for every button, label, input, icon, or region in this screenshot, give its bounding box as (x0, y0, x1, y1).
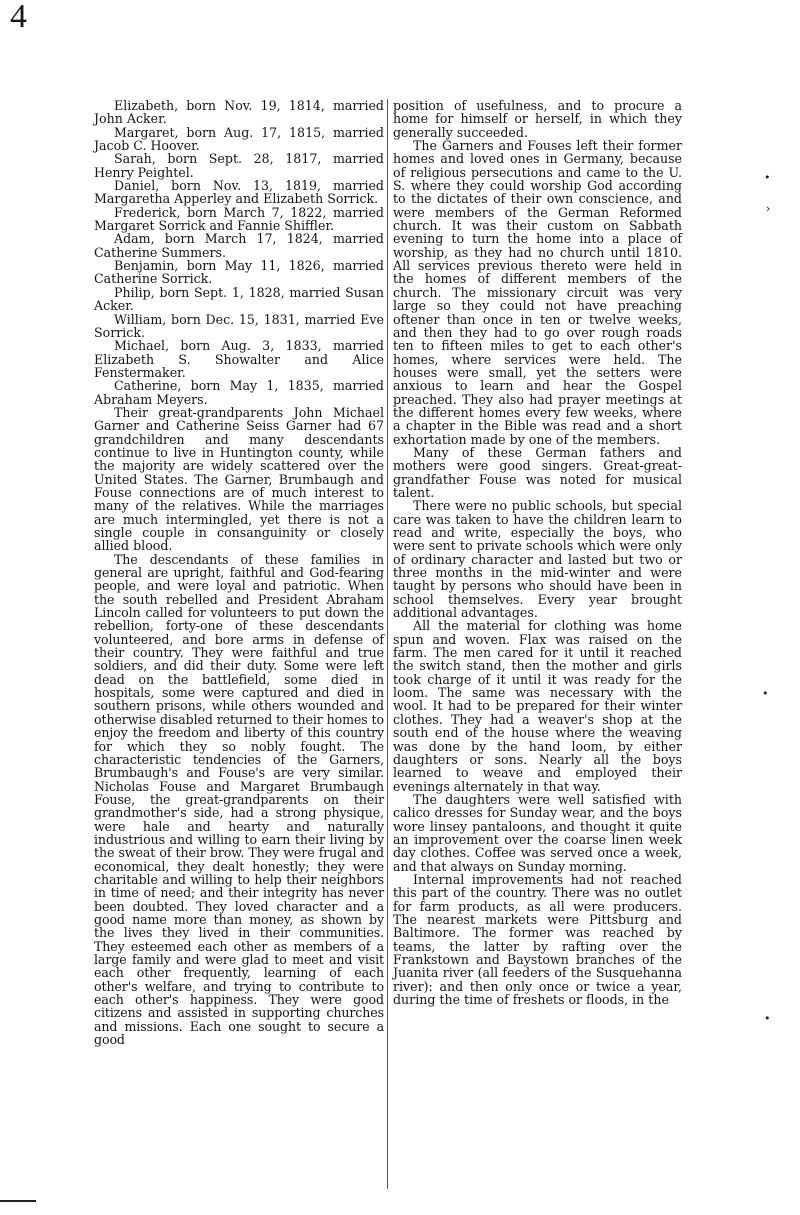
scan-speck: › (766, 202, 771, 215)
paragraph: The descendants of these families in general are upright, faithful and God-fearing people, and were loyal and patriotic. When the south rebelled and President Abraham Lincoln called for volunteers to put down the rebellion, forty-one of these descendants volunteered, and bore arms in defense of their country. They were faithful and true soldiers, and did their duty. Some were left dead on the battlefield, some died in hospitals, some were captured and died in southern prisons, while others wounded and otherwise disabled returned to their homes to enjoy the freedom and liberty of this country for which they so nobly fought. The characteristic tendencies of the Garners, Brumbaugh's and Fouse's are very similar. Nicholas Fouse and Margaret Brumbaugh Fouse, the great-grandparents on their grandmother's side, had a strong physique, were hale and hearty and naturally industrious and willing to earn their living by the sweat of their brow. They were frugal and economical, they dealt honestly; they were charitable and willing to help their neighbors in time of need; and their integrity has never been doubted. They loved character and a good name more than money, as shown by the lives they lived in their communities. They esteemed each other as members of a large family and were glad to meet and visit each other frequently, learning of each other's welfare, and trying to contribute to each other's happiness. They were good citizens and assisted in supporting churches and missions. Each one sought to secure a good (94, 551, 384, 1048)
scan-speck: • (764, 1012, 771, 1025)
scan-speck: • (762, 687, 769, 700)
page-number: 4 (10, 0, 27, 35)
paragraph: Catherine, born May 1, 1835, married Abraham Meyers. (94, 378, 384, 407)
paragraph: Frederick, born March 7, 1822, married Margaret Sorrick and Fannie Shiffler. (94, 204, 384, 234)
paragraph: Michael, born Aug. 3, 1833, married Elizabeth S. Showalter and Alice Fenstermaker. (94, 338, 384, 380)
paragraph: position of usefulness, and to procure a home for himself or herself, in which they generally succeeded. (393, 98, 682, 140)
paragraph: Margaret, born Aug. 17, 1815, married Jacob C. Hoover. (94, 124, 384, 154)
scan-speck: • (764, 171, 771, 184)
paragraph: There were no public schools, but special care was taken to have the children learn to read and write, especially the boys, who were sent to private schools which were only of ordinary character and lasted but two or three months in the mid-winter and were taught by persons who should have been in school themselves. Every year brought additional advantages. (393, 498, 682, 621)
paragraph: Many of these German fathers and mothers were good singers. Great-great-grandfather Fouse was noted for musical talent. (393, 444, 682, 500)
paragraph: Benjamin, born May 11, 1826, married Catherine Sorrick. (94, 258, 384, 287)
paragraph: All the material for clothing was home spun and woven. Flax was raised on the farm. The men cared for it until it reached the switch stand, then the mother and girls took charge of it until it was ready for the loom. The same was necessary with the wool. It had to be prepared for their winter clothes. They had a weaver's shop at the south end of the house where the weaving was done by the hand loom, by either daughters or sons. Nearly all the boys learned to weave and employed their evenings alternately in that way. (393, 618, 682, 794)
paragraph: Their great-grandparents John Michael Garner and Catherine Seiss Garner had 67 grandchildren and many descendants continue to live in Huntington county, while the majority are widely scattered over the United States. The Garner, Brumbaugh and Fouse connections are of much interest to many of the relatives. While the marriages are much intermingled, yet there is not a single couple in consanguinity or closely allied blood. (94, 404, 384, 554)
paragraph: Adam, born March 17, 1824, married Catherine Summers. (94, 231, 384, 260)
footer-rule (0, 1200, 36, 1202)
right-column (393, 99, 682, 1006)
paragraph: Elizabeth, born Nov. 19, 1814, married John Acker. (94, 98, 384, 127)
paragraph: William, born Dec. 15, 1831, married Eve Sorrick. (94, 311, 384, 340)
paragraph: The daughters were well satisfied with calico dresses for Sunday wear, and the boys wore linsey pantaloons, and thought it quite an improvement over the coarse linen week day clothes. Coffee was served once a week, and that always on Sunday morning. (393, 791, 682, 874)
paragraph: Daniel, born Nov. 13, 1819, married Margaretha Apperley and Elizabeth Sorrick. (94, 178, 384, 207)
paragraph: Philip, born Sept. 1, 1828, married Susan Acker. (94, 284, 384, 314)
left-column (94, 99, 384, 1046)
paragraph: Sarah, born Sept. 28, 1817, married Henry Peightel. (94, 151, 384, 180)
column-divider (387, 99, 388, 1189)
paragraph: The Garners and Fouses left their former homes and loved ones in Germany, because of religious persecutions and came to the U. S. where they could worship God according to the dictates of their own conscience, and were members of the German Reformed church. It was their custom on Sabbath evening to turn the home into a place of worship, as they had no church until 1810. All services previous thereto were held in the homes of different members of the church. The missionary circuit was very large so they could not have preaching oftener than once in ten or twelve weeks, and then they had to go over rough roads ten to fifteen miles to get to each other's homes, where services were held. The houses were small, yet the setters were anxious to learn and hear the Gospel preached. They also had prayer meetings at the different homes every few weeks, where a chapter in the Bible was read and a short exhortation made by one of the members. (393, 138, 682, 447)
paragraph: Internal improvements had not reached this part of the country. There was no outlet for farm products, as all were producers. The nearest markets were Pittsburg and Baltimore. The former was reached by teams, the latter by rafting over the Frankstown and Baystown branches of the Juanita river (all feeders of the Susquehanna river): and then only once or twice a year, during the time of freshets or floods, in the (393, 871, 682, 1008)
